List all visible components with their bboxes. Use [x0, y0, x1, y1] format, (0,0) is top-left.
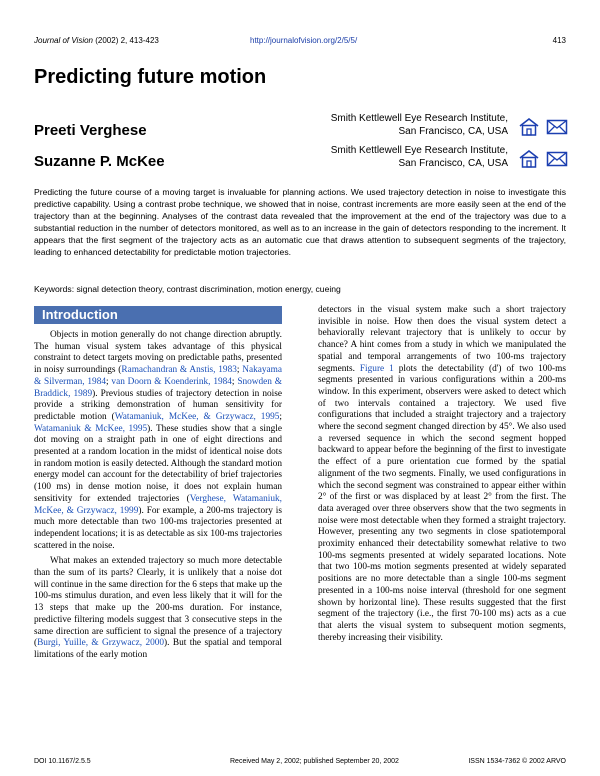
home-icon[interactable]: [518, 150, 540, 168]
paper-title: Predicting future motion: [34, 66, 267, 88]
email-icon[interactable]: [546, 118, 568, 136]
journal-citation: [34, 36, 159, 45]
affiliation-line: San Francisco, CA, USA: [398, 158, 508, 169]
journal-url-link[interactable]: http://journalofvision.org/2/5/5/: [250, 36, 358, 45]
affiliation-line: San Francisco, CA, USA: [398, 126, 508, 137]
author-affiliation-2: [268, 144, 508, 170]
affiliation-line: Smith Kettlewell Eye Research Institute,: [330, 113, 508, 124]
author-contact-icons-1: [518, 118, 568, 136]
paragraph: What makes an extended trajectory so much more detectable than the sum of its parts? Clearly, it is unlikely that a noise dot will continue in the same direction for the 6 steps that make up the 100-ms stimulus duration, and even less likely that it will for the 13 steps that make up the 200-ms duration. For instance, predictive filtering models suggest that 3 consecutive steps in the same direction are sufficient to signal the presence of a trajectory (Burgi, Yuille, & Grzywacz, 2000). But the spatial and temporal limitations of the early motion: [34, 556, 282, 660]
paragraph: Objects in motion generally do not change direction abruptly. The human visual system takes advantage of this physical constraint to detect targets moving on predictable paths, presented in noisy surroundings (Ramachandran & Anstis, 1983; Nakayama & Silverman, 1984; van Doorn & Koenderink, 1984; Snowden & Braddick, 1989). Previous studies of trajectory detection in noise provide a striking demonstration of human sensitivity for predictable motion (Watamaniuk, McKee, & Grzywacz, 1995; Watamaniuk & McKee, 1995). These studies show that a single dot moving on a straight path in one of eight directions and presented at a random location in the midst of identical noise dots in random motion is easily detected. Although the standard motion energy model can account for the detectability of brief trajectories (100 ms) in dense motion noise, it does not explain human sensitivity for extended trajectories (Verghese, Watamaniuk, McKee, & Grzywacz, 1999). For example, a 200-ms trajectory is much more detectable than two 100-ms trajectories presented at independent locations; it is as detectable as six 100-ms trajectories scattered in the noise.: [34, 330, 283, 551]
journal-name: Journal of Vision: [34, 36, 93, 45]
abstract: Predicting the future course of a moving target is invaluable for planning actions. We used trajectory detection in noise to investigate this predictive capability. Using a contrast probe technique, we showed that in noise, contrast increments are more easily seen at the end of the trajectory than at the beginning. Analyses of the contrast data revealed that the improvement at the end of the trajectory was due to a substantial reduction in the number of detectors monitored, as well as to an increase in the gain of detectors responding to the increment. It appears that the first segment of the trajectory acts as an automatic cue that draws attention to subsequent segments of the trajectory, leading to enhanced detectability for predictable motion trajectories.: [34, 187, 566, 257]
home-icon[interactable]: [518, 118, 540, 136]
citation-link[interactable]: Watamaniuk, McKee, & Grzywacz, 1995: [114, 411, 280, 422]
citation-link[interactable]: van Doorn & Koenderink, 1984: [111, 376, 232, 387]
email-icon[interactable]: [546, 150, 568, 168]
footer-received: Received May 2, 2002; published September 20, 2002: [230, 758, 399, 765]
citation-link[interactable]: Ramachandran & Anstis, 1983: [121, 365, 237, 376]
citation-link[interactable]: Nakayama & Silverman, 1984: [34, 365, 282, 387]
section-heading-introduction: Introduction: [42, 307, 118, 322]
body-column-left: [34, 330, 282, 662]
figure-link[interactable]: Figure 1: [359, 363, 394, 374]
footer-issn: ISSN 1534-7362 © 2002 ARVO: [468, 758, 566, 765]
author-name-2: Suzanne P. McKee: [34, 153, 165, 170]
page-number: 413: [552, 36, 566, 45]
journal-volume: (2002) 2, 413-423: [95, 36, 159, 45]
author-name-1: Preeti Verghese: [34, 122, 147, 139]
affiliation-line: Smith Kettlewell Eye Research Institute,: [330, 145, 508, 156]
citation-link[interactable]: Watamaniuk & McKee, 1995: [34, 423, 148, 434]
footer-doi: DOI 10.1167/2.5.5: [34, 758, 91, 765]
citation-link[interactable]: Burgi, Yuille, & Grzywacz, 2000: [37, 638, 165, 649]
keywords: Keywords: signal detection theory, contrast discrimination, motion energy, cueing: [34, 284, 341, 294]
body-column-right: [318, 305, 566, 644]
paragraph: detectors in the visual system make such a short trajectory invisible in noise. How then does the visual system detect a behaviorally relevant trajectory that is unlikely to occur by chance? A hint comes from a study in which we manipulated the spatial and temporal arrangements of two 100-ms trajectory segments. Figure 1 plots the detectability (d') of two 100-ms segments presented in various configurations within a 200-ms window. In this experiment, observers were asked to detect which of two intervals contained a trajectory. We used five configurations that included a straight trajectory and a trajectory where the second segment changed direction by 45°. We also used a reversed sequence in which the second segment hopped backward to appear before the beginning of the first to investigate the effect of a pure orientation cue formed by the spatial alignment of the two segments. Finally, we used configurations in which the second segment was constrained to appear either within 2° of the first or was displaced by at least 2° from the first. The data averaged over three observers show that the two segments in noise were most detectable when they formed a straight trajectory. However, presenting any two segments in close spatiotemporal proximity enhanced their detectability somewhat relative to two 100-ms segments presented at widely separated locations. Note that two 100-ms motion segments presented at widely separated positions are no more detectable than a single 100-ms segment presented in a 100-ms noise interval (threshold for one segment shown by horizontal line). These results suggested that the first segment of the trajectory (i.e., the first 70-100 ms) acts as a cue that alerts the visual system to subsequent motion segments, thereby increasing their visibility.: [318, 305, 566, 643]
author-contact-icons-2: [518, 150, 568, 168]
author-affiliation-1: [268, 112, 508, 138]
citation-link[interactable]: Snowden & Braddick, 1989: [34, 376, 282, 399]
citation-link[interactable]: Verghese, Watamaniuk, McKee, & Grzywacz, 1999: [34, 493, 282, 516]
